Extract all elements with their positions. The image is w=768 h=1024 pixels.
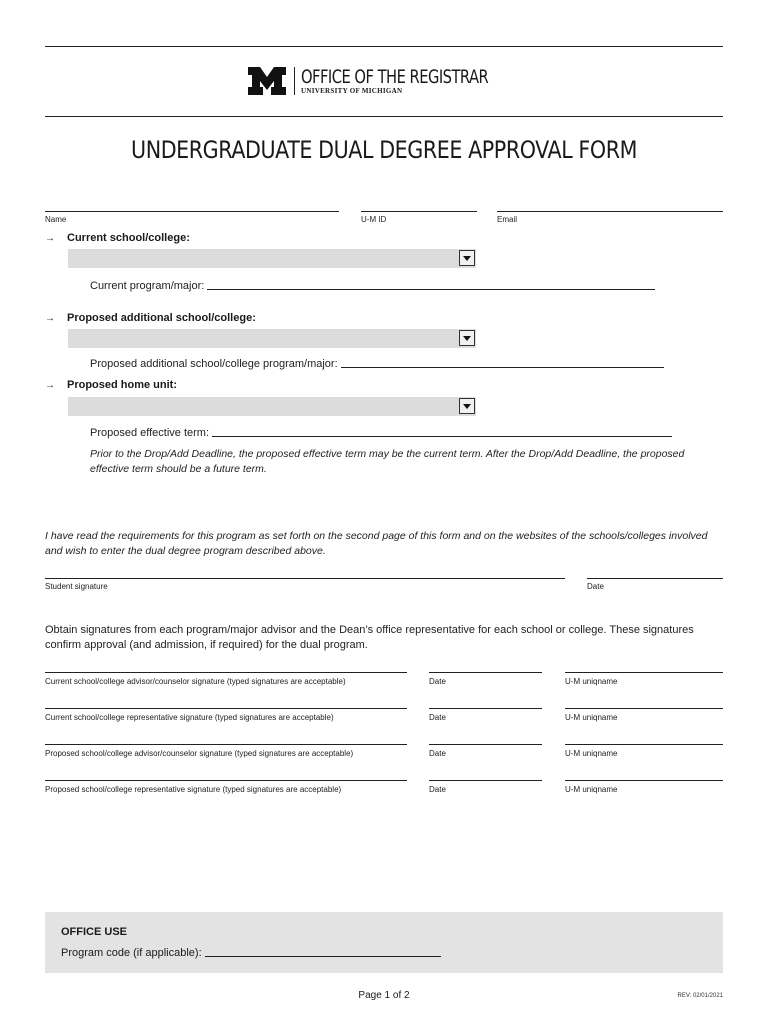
umid-label: U-M ID <box>361 215 387 224</box>
date-label: Date <box>429 785 446 794</box>
date-label: Date <box>429 713 446 722</box>
registrar-header <box>248 66 519 96</box>
proposed-representative-uniqname-field[interactable] <box>565 780 723 781</box>
proposed-program-input[interactable] <box>341 367 664 368</box>
date-label: Date <box>429 677 446 686</box>
effective-term-note: Prior to the Drop/Add Deadline, the proposed effective term may be the current term. After the Drop/Add Deadline, the proposed effective term should be a future term. <box>90 448 685 475</box>
name-field[interactable] <box>45 211 339 212</box>
home-unit-row <box>45 379 177 391</box>
proposed-school-dropdown[interactable] <box>68 329 476 348</box>
signature-label: Proposed school/college advisor/counselor signature (typed signatures are acceptable) <box>45 749 354 758</box>
proposed-advisor-uniqname-field[interactable] <box>565 744 723 745</box>
advisor-signature-field[interactable] <box>45 672 407 673</box>
effective-term-field[interactable] <box>90 427 672 439</box>
current-program-field[interactable] <box>90 280 655 292</box>
advisor-uniqname-field[interactable] <box>565 672 723 673</box>
page-number: Page 1 of 2 <box>358 990 410 1001</box>
chevron-down-icon[interactable] <box>459 398 475 414</box>
office-use-box <box>45 912 723 973</box>
current-school-row <box>45 232 190 244</box>
proposed-advisor-signature-field[interactable] <box>45 744 407 745</box>
proposed-school-label: Proposed additional school/college: <box>67 312 256 324</box>
email-label: Email <box>497 215 518 224</box>
form-title: UNDERGRADUATE DUAL DEGREE APPROVAL FORM <box>131 136 637 164</box>
proposed-school-row <box>45 312 256 324</box>
signature-instructions: Obtain signatures from each program/major advisor and the Dean’s office representative for each school or college. These signatures confirm approval (and admission, if required) for the dual program. <box>45 624 694 651</box>
uniqname-label: U-M uniqname <box>565 713 618 722</box>
current-school-label: Current school/college: <box>67 232 190 244</box>
advisor-date-field[interactable] <box>429 672 542 673</box>
date-label: Date <box>429 749 446 758</box>
signature-label: Proposed school/college representative signature (typed signatures are acceptable) <box>45 785 342 794</box>
program-code-field[interactable] <box>61 947 441 959</box>
student-signature-field[interactable] <box>45 578 565 579</box>
home-unit-dropdown[interactable] <box>68 397 476 416</box>
proposed-representative-signature-field[interactable] <box>45 780 407 781</box>
top-divider <box>45 46 723 47</box>
program-code-input[interactable] <box>205 956 441 957</box>
university-name: UNIVERSITY OF MICHIGAN <box>301 87 403 95</box>
office-title: OFFICE OF THE REGISTRAR <box>301 66 489 88</box>
proposed-advisor-date-field[interactable] <box>429 744 542 745</box>
name-label: Name <box>45 215 67 224</box>
current-program-input[interactable] <box>207 289 655 290</box>
effective-term-input[interactable] <box>212 436 672 437</box>
signature-label: Current school/college advisor/counselor signature (typed signatures are acceptable) <box>45 677 346 686</box>
email-field[interactable] <box>497 211 723 212</box>
uniqname-label: U-M uniqname <box>565 749 618 758</box>
header-divider <box>45 116 723 117</box>
office-use-title: OFFICE USE <box>61 926 128 938</box>
home-unit-label: Proposed home unit: <box>67 379 177 391</box>
representative-date-field[interactable] <box>429 708 542 709</box>
proposed-representative-date-field[interactable] <box>429 780 542 781</box>
uniqname-label: U-M uniqname <box>565 785 618 794</box>
representative-signature-field[interactable] <box>45 708 407 709</box>
student-statement: I have read the requirements for this program as set forth on the second page of this form and on the websites of the schools/colleges involved and wish to enter the dual degree program described above. <box>45 530 708 557</box>
student-signature-label: Student signature <box>45 582 108 591</box>
representative-uniqname-field[interactable] <box>565 708 723 709</box>
arrow-right-icon: → <box>45 379 55 391</box>
student-date-label: Date <box>587 582 604 591</box>
effective-term-label: Proposed effective term: <box>90 427 210 439</box>
block-m-logo-icon <box>248 67 286 95</box>
arrow-right-icon: → <box>45 232 55 244</box>
arrow-right-icon: → <box>45 312 55 324</box>
umid-field[interactable] <box>361 211 477 212</box>
chevron-down-icon[interactable] <box>459 250 475 266</box>
program-code-label: Program code (if applicable): <box>61 947 202 959</box>
chevron-down-icon[interactable] <box>459 330 475 346</box>
proposed-program-field[interactable] <box>90 358 664 370</box>
student-date-field[interactable] <box>587 578 723 579</box>
signature-label: Current school/college representative signature (typed signatures are acceptable) <box>45 713 334 722</box>
uniqname-label: U-M uniqname <box>565 677 618 686</box>
current-program-label: Current program/major: <box>90 280 205 292</box>
current-school-dropdown[interactable] <box>68 249 476 268</box>
header-separator <box>294 67 295 95</box>
proposed-program-label: Proposed additional school/college program/major: <box>90 358 338 370</box>
revision-date: REV: 02/01/2021 <box>677 993 723 999</box>
